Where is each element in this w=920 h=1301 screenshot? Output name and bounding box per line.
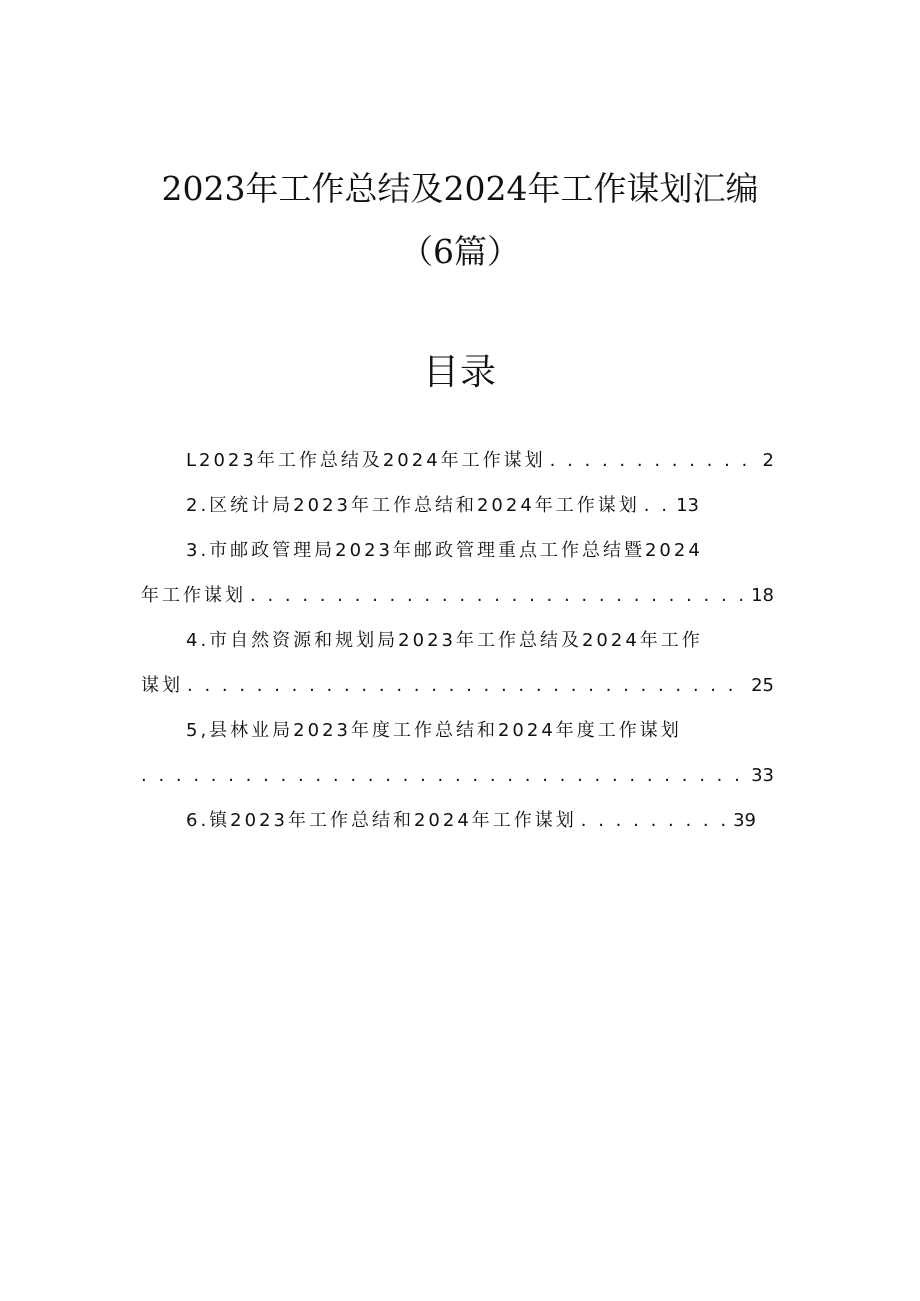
toc-entry-title-line-1: 4.市自然资源和规划局2023年工作总结及2024年工作 (186, 630, 703, 651)
toc-entry-title: 6.镇2023年工作总结和2024年工作谋划 (186, 810, 577, 831)
toc-entry-title: 2.区统计局2023年工作总结和2024年工作谋划 (186, 495, 640, 516)
toc-page-number: 18 (751, 585, 774, 606)
toc-entry-title-line-1: 3.市邮政管理局2023年邮政管理重点工作总结暨2024 (186, 540, 703, 561)
toc-entry-title-line-2: 年工作谋划 (141, 585, 246, 606)
toc-page-number: 25 (751, 675, 774, 696)
toc-leader-dots (250, 583, 747, 609)
toc-leader-dots (141, 763, 747, 789)
toc-entry-3[interactable] (186, 538, 746, 564)
toc-entry-4[interactable] (186, 628, 746, 654)
toc-entry-5-cont[interactable] (141, 763, 774, 789)
toc-leader-dots (644, 493, 672, 519)
toc-page-number: 33 (751, 765, 774, 786)
toc-leader-dots (550, 448, 759, 474)
toc-page-number: 13 (676, 495, 699, 516)
toc-entry-title-line-1: 5,县林业局2023年度工作总结和2024年度工作谋划 (186, 720, 682, 741)
toc-entry-6[interactable] (186, 808, 756, 834)
toc-entry-2[interactable] (186, 493, 699, 519)
toc-entry-5[interactable] (186, 718, 726, 744)
document-title-line-1: 2023年工作总结及2024年工作谋划汇编 (161, 169, 759, 208)
toc-entry-title-line-2: 谋划 (141, 675, 183, 696)
toc-page-number: 39 (733, 810, 756, 831)
document-title-line-2: （6篇） (400, 232, 520, 271)
toc-entry-1[interactable] (186, 448, 774, 474)
toc-leader-dots (581, 808, 729, 834)
toc-leader-dots (187, 673, 747, 699)
toc-entry-4-cont[interactable] (141, 673, 774, 699)
toc-entry-3-cont[interactable] (141, 583, 774, 609)
toc-entry-title: L2023年工作总结及2024年工作谋划 (186, 450, 546, 471)
toc-page-number: 2 (762, 450, 774, 471)
toc-heading: 目录 (422, 352, 497, 393)
